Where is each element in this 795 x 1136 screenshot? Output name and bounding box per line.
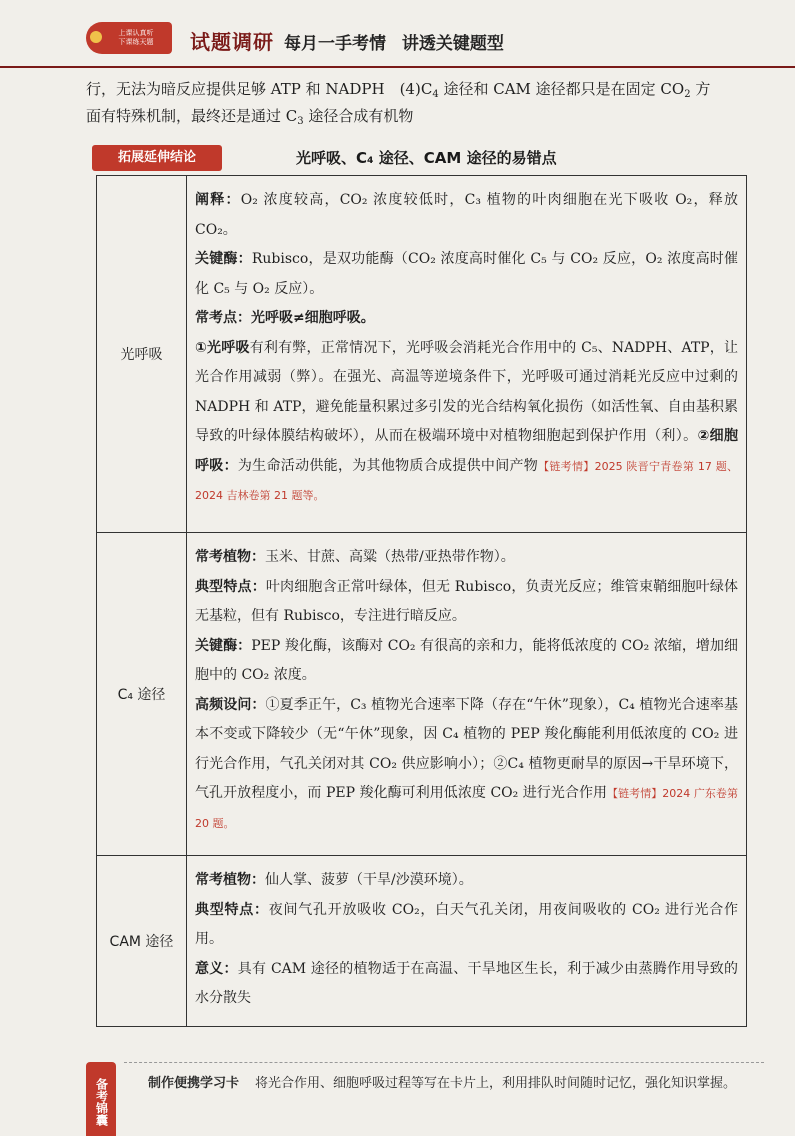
- section-title: 光呼吸、C₄ 途径、CAM 途径的易错点: [296, 149, 557, 167]
- header-title: 试题调研: [190, 30, 274, 54]
- row-body: 阐释：O₂ 浓度较高，CO₂ 浓度较低时，C₃ 植物的叶肉细胞在光下吸收 O₂，释放 CO₂。 关键酶：Rubisco，是双功能酶（CO₂ 浓度高时催化 C₅ 与 CO₂ 反应，O₂ 浓度高时催化 C₅ 与 O₂ 反应）。 常考点：光呼吸≠细胞呼吸。 ①光呼吸有利有弊，正常情况下，光呼吸会消耗光合作用中的 C₅、NADPH、ATP，让光合作用减弱（弊）。在强光、高温等逆境条件下，光呼吸可通过消耗光反应中过剩的 NADPH 和 ATP，避免能量积累过多引发的光合结构氧化损伤（如活性氧、自由基积累导致的叶绿体膜结构破坏），从而在极端环境中对植物细胞起到保护作用（利）。②细胞呼吸：为生命活动供能，为其他物质合成提供中间产物【链考情】2025 陕晋宁青卷第 17 题、2024 吉林卷第 21 题等。: [195, 192, 739, 502]
- header-subtitle: 每月一手考情 讲透关键题型: [284, 34, 504, 54]
- logo-dot-icon: [90, 31, 102, 43]
- table-row-cam: [97, 856, 746, 1026]
- logo-line-2: 下课练天题: [118, 38, 154, 46]
- footer-body: 将光合作用、细胞呼吸过程等写在卡片上，利用排队时间随时记忆，强化知识掌握。: [255, 1076, 737, 1091]
- logo-badge: [86, 22, 172, 54]
- intro-paragraph: [86, 76, 766, 130]
- logo-line-1: 上课认真听: [118, 29, 154, 37]
- exam-note: 【链考情】2024 广东卷第 20 题。: [195, 787, 738, 830]
- comparison-table: [96, 175, 747, 1027]
- page-header: [0, 0, 795, 68]
- intro-line-2: 面有特殊机制，最终还是通过 $C_3$ 途径合成有机物: [86, 107, 414, 127]
- row-body: 常考植物：玉米、甘蔗、高粱（热带/亚热带作物）。 典型特点：叶肉细胞含正常叶绿体，但无 Rubisco，负责光反应；维管束鞘细胞叶绿体无基粒，但有 Rubisco，专注进行暗反应。 关键酶：PEP 羧化酶，该酶对 CO₂ 有很高的亲和力，能将低浓度的 CO₂ 浓缩，增加细胞中的 CO₂ 浓度。 高频设问：①夏季正午，C₃ 植物光合速率下降（存在“午休”现象），C₄ 植物光合速率基本不变或下降较少（无“午休”现象，因 C₄ 植物的 PEP 羧化酶能利用低浓度的 CO₂ 进行光合作用，气孔关闭对其 CO₂ 供应影响小）；②C₄ 植物更耐旱的原因→干旱环境下，气孔开放程度小，而 PEP 羧化酶可利用低浓度 CO₂ 进行光合作用【链考情】2024 广东卷第 20 题。: [195, 549, 739, 830]
- section-tag: 拓展延伸结论: [92, 145, 222, 171]
- footer-tip: [148, 1070, 758, 1098]
- footer-divider: [124, 1062, 764, 1063]
- row-label: 光呼吸: [97, 176, 187, 532]
- table-row-c4: [97, 533, 746, 856]
- row-label: CAM 途径: [97, 856, 187, 1026]
- table-row-photorespiration: [97, 176, 746, 533]
- intro-line-1: 行，无法为暗反应提供足够 ATP 和 NADPH $(4)C_4$ 途径和 CAM 途径都只是在固定 $CO_2$ 方: [86, 80, 711, 100]
- footer-title: 制作便携学习卡: [148, 1076, 240, 1091]
- exam-note: 【链考情】2025 陕晋宁青卷第 17 题、2024 吉林卷第 21 题等。: [195, 459, 739, 502]
- footer-tag: 备考锦囊: [86, 1062, 116, 1136]
- row-body: 常考植物：仙人掌、菠萝（干旱/沙漠环境）。 典型特点：夜间气孔开放吸收 CO₂，白天气孔关闭，用夜间吸收的 CO₂ 进行光合作用。 意义：具有 CAM 途径的植物适于在高温、干旱地区生长，利于减少由蒸腾作用导致的水分散失: [195, 872, 739, 1006]
- row-label: C₄ 途径: [97, 533, 187, 855]
